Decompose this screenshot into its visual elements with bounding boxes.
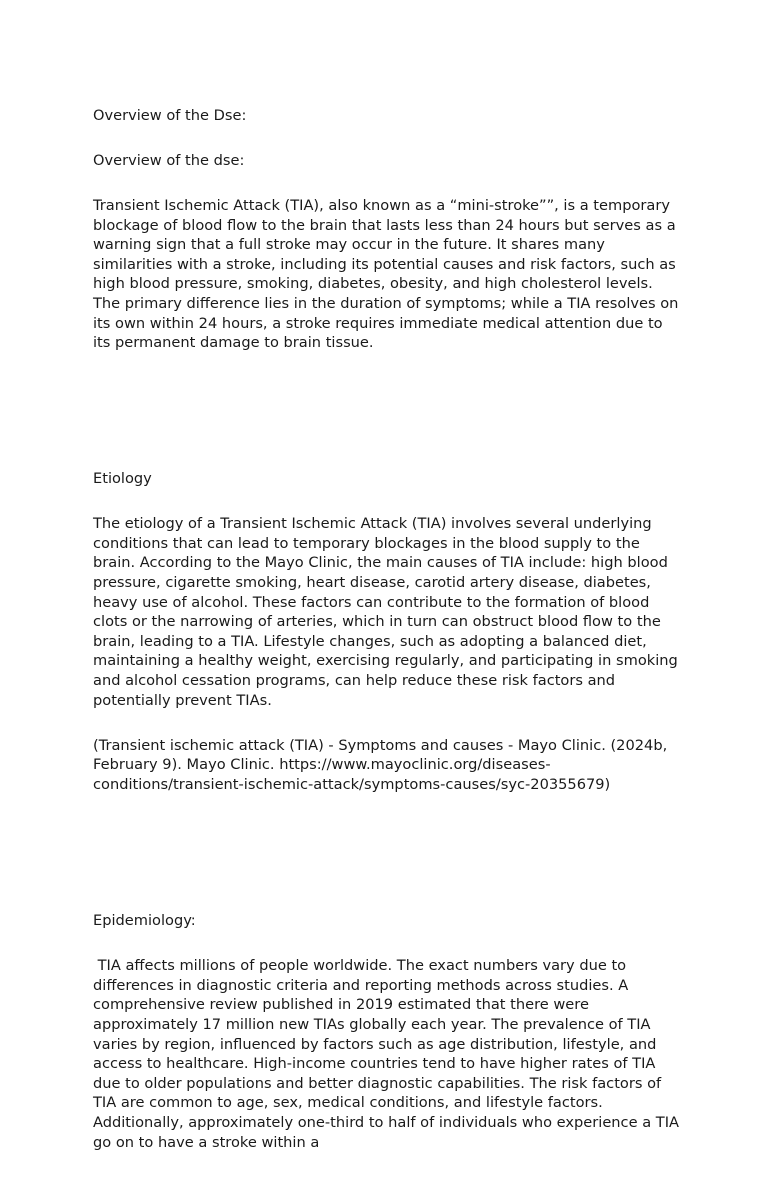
section-spacer bbox=[93, 840, 683, 872]
document-page bbox=[93, 86, 683, 1178]
overview-paragraph: Transient Ischemic Attack (TIA), also known as a “mini-stroke””, is a temporary blockage of blood flow to the brain that lasts less than 24 hours but serves as a warning sign that a full stroke may occur in the future. It shares many similarities with a stroke, including its potential causes and risk factors, such as high blood pressure, smoking, diabetes, obesity, and high cholesterol levels. The primary difference lies in the duration of symptoms; while a TIA resolves on its own within 24 hours, a stroke requires immediate medical attention due to its permanent damage to brain tissue. bbox=[93, 196, 679, 352]
overview-title: Overview of the Dse: bbox=[93, 106, 247, 124]
etiology-citation: (Transient ischemic attack (TIA) - Symptoms and causes - Mayo Clinic. (2024b, February 9). Mayo Clinic. https://www.mayoclinic.org/diseases-conditions/transient-ischemic-attack/symptoms-causes/syc-20355679) bbox=[93, 736, 668, 793]
epidemiology-paragraph: TIA affects millions of people worldwide. The exact numbers vary due to differences in diagnostic criteria and reporting methods across studies. A comprehensive review published in 2019 estimated that there were approximately 17 million new TIAs globally each year. The prevalence of TIA varies by region, influenced by factors such as age distribution, lifestyle, and access to healthcare. High-income countries tend to have higher rates of TIA due to older populations and better diagnostic capabilities. The risk factors of TIA are common to age, sex, medical conditions, and lifestyle factors. Additionally, approximately one-third to half of individuals who experience a TIA go on to have a stroke within a bbox=[93, 957, 684, 1151]
epidemiology-heading: Epidemiology: bbox=[93, 911, 196, 929]
etiology-paragraph: The etiology of a Transient Ischemic Attack (TIA) involves several underlying conditions that can lead to temporary blockages in the blood supply to the brain. According to the Mayo Clinic, the main causes of TIA include: high blood pressure, cigarette smoking, heart disease, carotid artery disease, diabetes, heavy use of alcohol. These factors can contribute to the formation of blood clots or the narrowing of arteries, which in turn can obstruct blood flow to the brain, leading to a TIA. Lifestyle changes, such as adopting a balanced diet, maintaining a healthy weight, exercising regularly, and participating in smoking and alcohol cessation programs, can help reduce these risk factors and potentially prevent TIAs. bbox=[93, 515, 678, 709]
section-spacer bbox=[93, 398, 683, 430]
overview-subtitle: Overview of the dse: bbox=[93, 151, 245, 169]
etiology-heading: Etiology bbox=[93, 470, 152, 488]
